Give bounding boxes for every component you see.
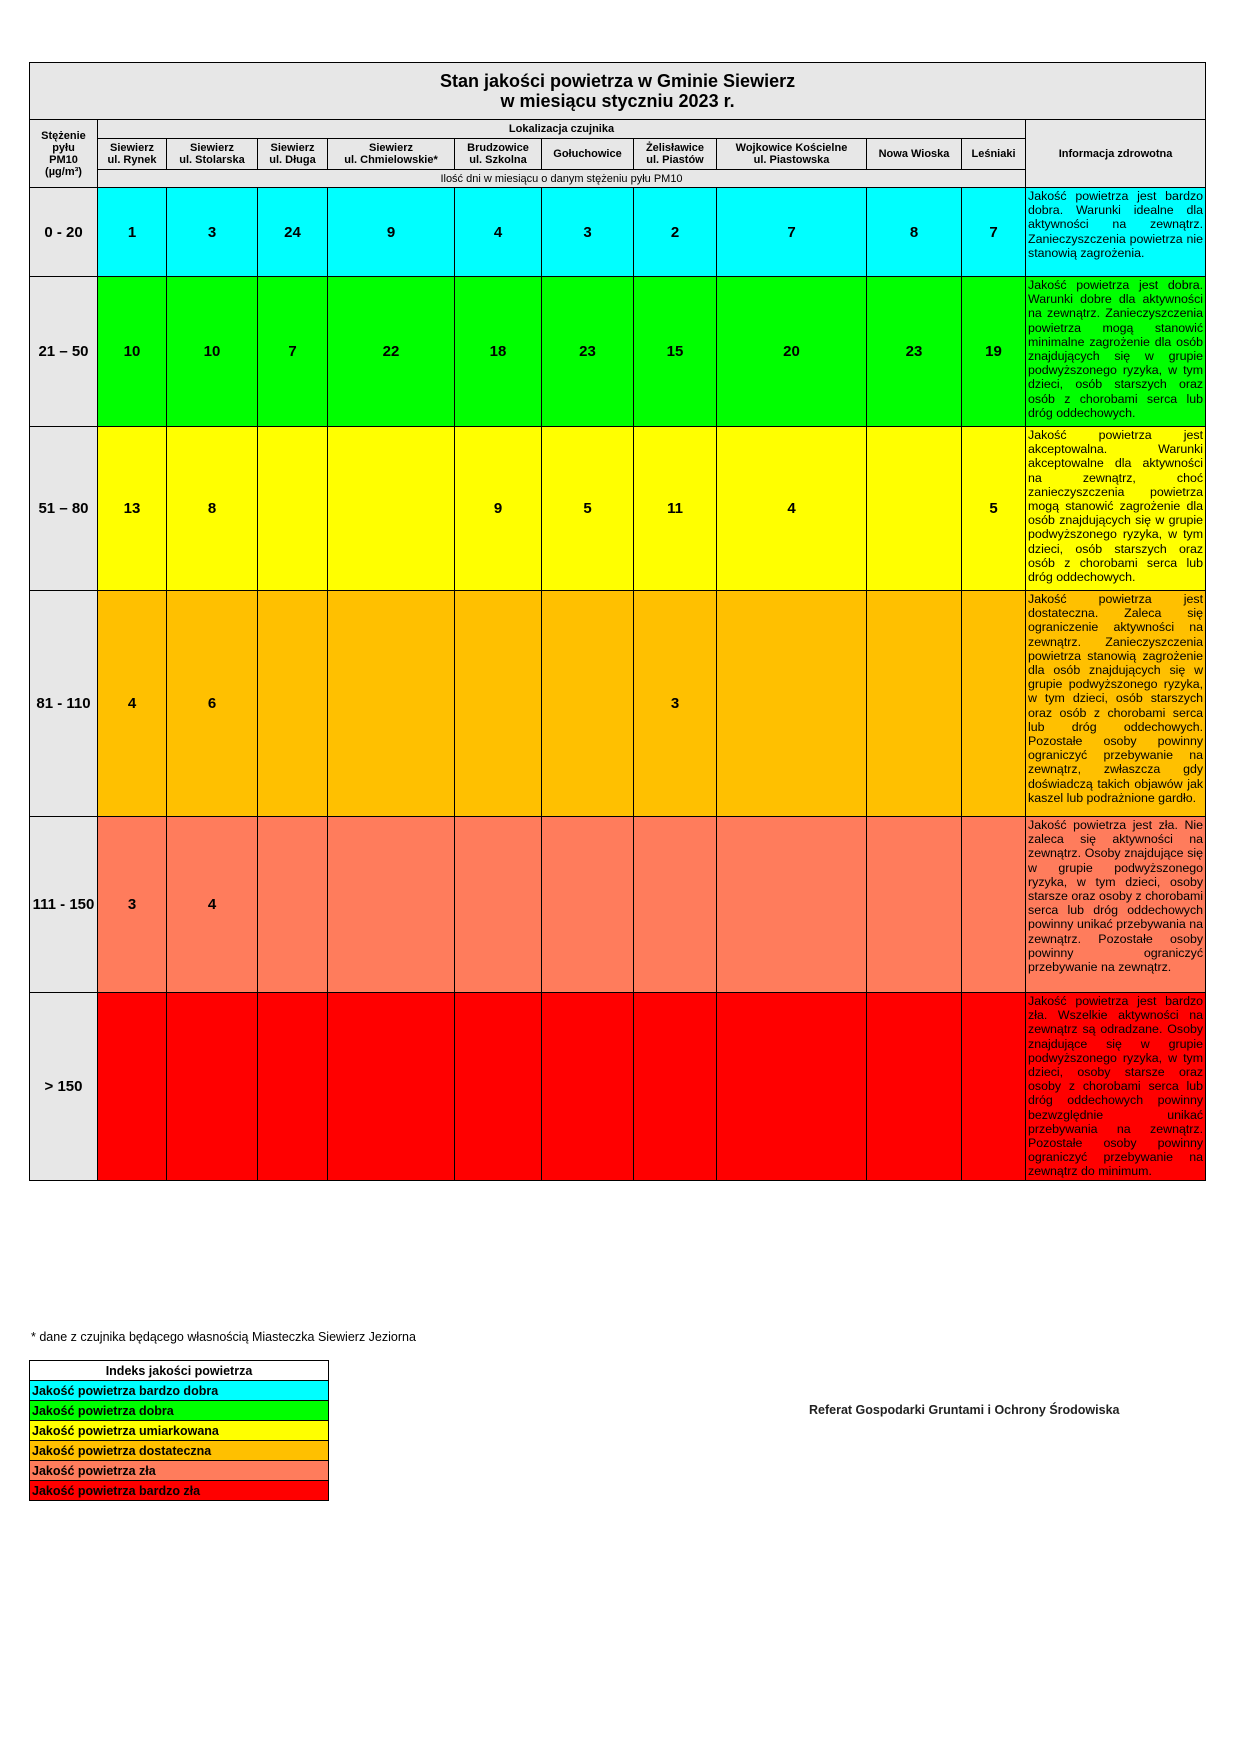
location-name: Siewierz bbox=[368, 142, 414, 154]
location-header-cell bbox=[717, 139, 867, 170]
value-cell: 19 bbox=[962, 277, 1026, 427]
range-cell: 111 - 150 bbox=[30, 817, 98, 993]
value-cell: 4 bbox=[455, 188, 542, 277]
title-line-2: w miesiącu styczniu 2023 r. bbox=[500, 91, 735, 111]
health-info-cell: Jakość powietrza jest akceptowalna. Warunki akceptowalne dla aktywności na zewnątrz, choć zanieczyszczenia powietrza mogą stanowić zagrożenie dla osób znajdujących się w grupie podwyższonego ryzyka, w tym dzieci, osób starszych oraz osób z chorobami serca lub dróg oddechowych. bbox=[1026, 427, 1206, 591]
location-name: Nowa Wioska bbox=[878, 148, 950, 160]
value-cell: 24 bbox=[258, 188, 328, 277]
legend-item: Jakość powietrza zła bbox=[30, 1461, 329, 1481]
footnote: * dane z czujnika będącego własnością Miasteczka Siewierz Jeziorna bbox=[31, 1330, 416, 1344]
value-cell bbox=[167, 993, 258, 1181]
concentration-header bbox=[30, 120, 98, 188]
value-cell bbox=[962, 993, 1026, 1181]
value-cell bbox=[867, 427, 962, 591]
range-cell: 51 – 80 bbox=[30, 427, 98, 591]
value-cell bbox=[455, 591, 542, 817]
legend-item: Jakość powietrza dostateczna bbox=[30, 1441, 329, 1461]
air-quality-table bbox=[29, 62, 1206, 1181]
value-cell bbox=[258, 591, 328, 817]
location-header: Lokalizacja czujnika bbox=[98, 120, 1026, 139]
value-cell: 7 bbox=[258, 277, 328, 427]
location-street: ul. Rynek bbox=[107, 154, 157, 166]
title-line-1: Stan jakości powietrza w Gminie Siewierz bbox=[439, 71, 796, 91]
legend-item: Jakość powietrza bardzo dobra bbox=[30, 1381, 329, 1401]
range-cell: 81 - 110 bbox=[30, 591, 98, 817]
location-header-cell bbox=[542, 139, 634, 170]
health-info-cell: Jakość powietrza jest zła. Nie zaleca się aktywności na zewnątrz. Osoby znajdujące się w grupie podwyższonego ryzyka, w tym dzieci, osoby starsze oraz osoby z chorobami serca lub dróg oddechowych powinny unikać przebywania na zewnątrz. Pozostałe osoby powinny ograniczyć przebywanie na zewnątrz. bbox=[1026, 817, 1206, 993]
range-cell: > 150 bbox=[30, 993, 98, 1181]
value-cell: 23 bbox=[867, 277, 962, 427]
value-cell: 3 bbox=[542, 188, 634, 277]
page-title bbox=[30, 63, 1206, 120]
table-row bbox=[30, 427, 1206, 591]
value-cell: 3 bbox=[167, 188, 258, 277]
value-cell bbox=[328, 817, 455, 993]
value-cell bbox=[258, 817, 328, 993]
table-row bbox=[30, 277, 1206, 427]
health-info-header: Informacja zdrowotna bbox=[1026, 120, 1206, 188]
health-info-cell: Jakość powietrza jest bardzo dobra. Warunki idealne dla aktywności na zewnątrz. Zanieczyszczenia powietrza nie stanowią zagrożenia. bbox=[1026, 188, 1206, 277]
location-header-cell bbox=[455, 139, 542, 170]
value-cell: 6 bbox=[167, 591, 258, 817]
location-name: Leśniaki bbox=[971, 148, 1016, 160]
legend-item: Jakość powietrza bardzo zła bbox=[30, 1481, 329, 1501]
value-cell bbox=[867, 817, 962, 993]
location-name: Brudzowice bbox=[467, 142, 529, 154]
location-header-cell bbox=[962, 139, 1026, 170]
value-cell bbox=[328, 993, 455, 1181]
value-cell bbox=[867, 993, 962, 1181]
value-cell: 20 bbox=[717, 277, 867, 427]
value-cell bbox=[542, 817, 634, 993]
concentration-header-line: pyłu bbox=[52, 141, 75, 154]
value-cell: 3 bbox=[98, 817, 167, 993]
location-header-cell bbox=[98, 139, 167, 170]
location-header-cell bbox=[167, 139, 258, 170]
range-cell: 21 – 50 bbox=[30, 277, 98, 427]
value-cell: 7 bbox=[717, 188, 867, 277]
department-name: Referat Gospodarki Gruntami i Ochrony Środowiska bbox=[809, 1403, 1120, 1417]
table-row bbox=[30, 993, 1206, 1181]
range-cell: 0 - 20 bbox=[30, 188, 98, 277]
location-name: Siewierz bbox=[270, 142, 315, 154]
value-cell bbox=[962, 591, 1026, 817]
value-cell: 8 bbox=[167, 427, 258, 591]
location-header-cell bbox=[328, 139, 455, 170]
value-cell: 5 bbox=[542, 427, 634, 591]
location-street: ul. Piastowska bbox=[753, 154, 830, 166]
value-cell: 10 bbox=[98, 277, 167, 427]
table-row bbox=[30, 591, 1206, 817]
value-cell: 15 bbox=[634, 277, 717, 427]
table-row bbox=[30, 817, 1206, 993]
value-cell bbox=[962, 817, 1026, 993]
value-cell: 8 bbox=[867, 188, 962, 277]
concentration-header-line: PM10 bbox=[49, 153, 78, 166]
location-street: ul. Długa bbox=[269, 154, 316, 166]
value-cell: 3 bbox=[634, 591, 717, 817]
location-street: ul. Chmielowskie* bbox=[344, 154, 438, 166]
value-cell: 18 bbox=[455, 277, 542, 427]
value-cell: 2 bbox=[634, 188, 717, 277]
value-cell bbox=[717, 591, 867, 817]
value-cell bbox=[542, 993, 634, 1181]
value-cell: 7 bbox=[962, 188, 1026, 277]
value-cell: 11 bbox=[634, 427, 717, 591]
value-cell bbox=[455, 993, 542, 1181]
value-cell bbox=[258, 427, 328, 591]
value-cell bbox=[717, 817, 867, 993]
location-name: Siewierz bbox=[189, 142, 235, 154]
health-info-cell: Jakość powietrza jest dostateczna. Zaleca się ograniczenie aktywności na zewnątrz. Zanieczyszczenia powietrza stanowią zagrożenie dla osób znajdujących się w grupie podwyższonego ryzyka, w tym dzieci, osób starszych oraz osób z chorobami serca lub dróg oddechowych. Pozostałe osoby powinny ograniczyć przebywanie na zewnątrz, zwłaszcza gdy doświadczą takich objawów jak kaszel lub podrażnione gardło. bbox=[1026, 591, 1206, 817]
value-cell bbox=[258, 993, 328, 1181]
value-cell bbox=[717, 993, 867, 1181]
value-cell: 4 bbox=[98, 591, 167, 817]
concentration-header-line: Stężenie bbox=[41, 129, 86, 142]
location-header-cell bbox=[867, 139, 962, 170]
value-cell: 9 bbox=[328, 188, 455, 277]
value-cell: 1 bbox=[98, 188, 167, 277]
location-street: ul. Piastów bbox=[646, 154, 704, 166]
location-name: Gołuchowice bbox=[553, 148, 622, 160]
concentration-header-line: (µg/m³) bbox=[45, 165, 82, 178]
value-cell: 4 bbox=[167, 817, 258, 993]
value-cell bbox=[867, 591, 962, 817]
location-name: Wojkowice Kościelne bbox=[735, 142, 848, 154]
location-street: ul. Stolarska bbox=[179, 154, 245, 166]
value-cell bbox=[542, 591, 634, 817]
table-row bbox=[30, 188, 1206, 277]
legend-title: Indeks jakości powietrza bbox=[30, 1361, 329, 1381]
value-cell bbox=[98, 993, 167, 1181]
value-cell bbox=[634, 993, 717, 1181]
value-cell: 9 bbox=[455, 427, 542, 591]
location-header-cell bbox=[258, 139, 328, 170]
location-header-cell bbox=[634, 139, 717, 170]
location-name: Żelisławice bbox=[645, 142, 705, 154]
value-cell bbox=[455, 817, 542, 993]
legend-item: Jakość powietrza umiarkowana bbox=[30, 1421, 329, 1441]
legend-table bbox=[29, 1360, 329, 1501]
location-name: Siewierz bbox=[109, 142, 155, 154]
legend-item: Jakość powietrza dobra bbox=[30, 1401, 329, 1421]
value-cell bbox=[328, 591, 455, 817]
health-info-cell: Jakość powietrza jest dobra. Warunki dobre dla aktywności na zewnątrz. Zanieczyszczenia powietrza mogą stanowić minimalne zagrożenie dla osób znajdujących się w grupie podwyższonego ryzyka, w tym dzieci, osób starszych oraz osób z chorobami serca lub dróg oddechowych. bbox=[1026, 277, 1206, 427]
value-cell bbox=[634, 817, 717, 993]
value-cell: 5 bbox=[962, 427, 1026, 591]
days-header: Ilość dni w miesiącu o danym stężeniu pyłu PM10 bbox=[98, 170, 1026, 188]
value-cell: 22 bbox=[328, 277, 455, 427]
location-street: ul. Szkolna bbox=[469, 154, 527, 166]
value-cell: 4 bbox=[717, 427, 867, 591]
value-cell: 13 bbox=[98, 427, 167, 591]
health-info-cell: Jakość powietrza jest bardzo zła. Wszelkie aktywności na zewnątrz są odradzane. Osoby znajdujące się w grupie podwyższonego ryzyka, w tym dzieci, osoby starsze oraz osoby z chorobami serca lub dróg oddechowych powinny bezwzględnie unikać przebywania na zewnątrz. Pozostałe osoby powinny ograniczyć przebywanie na zewnątrz do minimum. bbox=[1026, 993, 1206, 1181]
value-cell: 10 bbox=[167, 277, 258, 427]
value-cell bbox=[328, 427, 455, 591]
value-cell: 23 bbox=[542, 277, 634, 427]
